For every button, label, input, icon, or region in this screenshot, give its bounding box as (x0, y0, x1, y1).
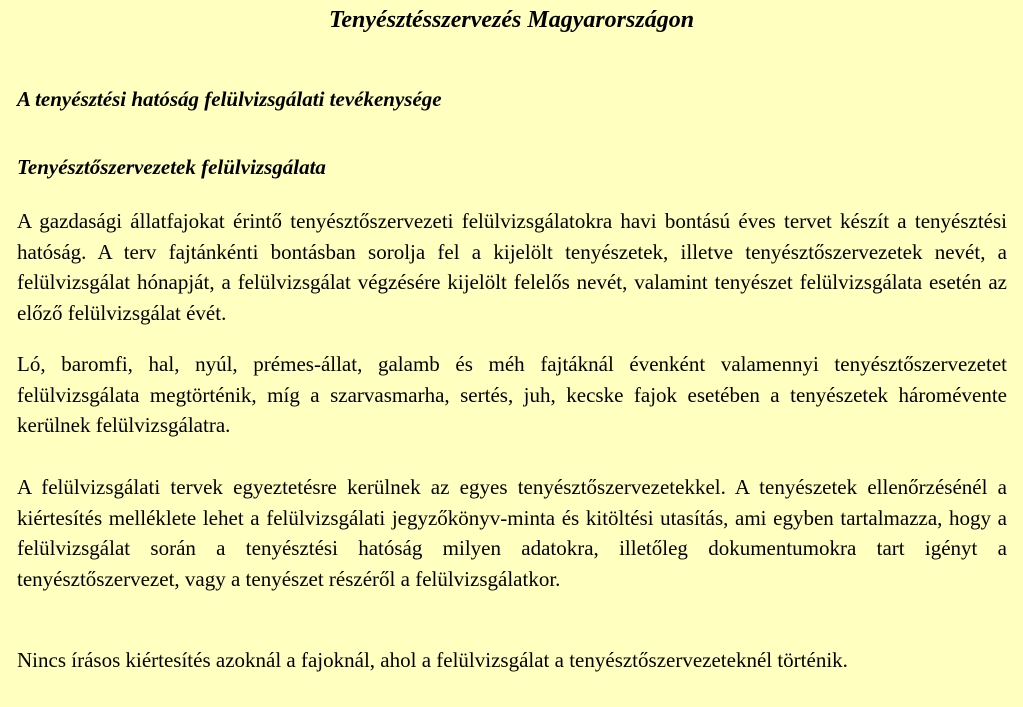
paragraph-annual-plan: A gazdasági állatfajokat érintő tenyésztőszervezeti felülvizsgálatokra havi bontású éves tervet készít a tenyésztési hatóság. A terv fajtánkénti bontásban sorolja fel a kijelölt tenyészetek, illetve tenyésztőszervezetek nevét, a felülvizsgálat hónapját, a felülvizsgálat végzésére kijelölt felelős nevét, valamint tenyészet felülvizsgálata esetén az előző felülvizsgálat évét. (17, 209, 1007, 325)
section-heading-organization-review: Tenyésztőszervezetek felülvizsgálata (17, 155, 326, 179)
page-title: Tenyésztésszervezés Magyarországon (328, 7, 695, 33)
paragraph-no-written-notice: Nincs írásos kiértesítés azoknál a fajoknál, ahol a felülvizsgálat a tenyésztőszervezeteknél történik. (17, 648, 848, 672)
paragraph-plan-coordination: A felülvizsgálati tervek egyeztetésre kerülnek az egyes tenyésztőszervezetekkel. A tenyészetek ellenőrzésénél a kiértesítés melléklete lehet a felülvizsgálati jegyzőkönyv-minta és kitöltési utasítás, ami egyben tartalmazza, hogy a felülvizsgálat során a tenyésztési hatóság milyen adatokra, illetőleg dokumentumokra tart igényt a tenyésztőszervezet, vagy a tenyészet részéről a felülvizsgálatkor. (17, 475, 1007, 591)
paragraph-review-frequency: Ló, baromfi, hal, nyúl, prémes-állat, galamb és méh fajtáknál évenként valamennyi tenyésztőszervezetet felülvizsgálata megtörténik, míg a szarvasmarha, sertés, juh, kecske fajok esetében a tenyészetek háromévente kerülnek felülvizsgálatra. (17, 352, 1007, 437)
section-heading-supervision-activity: A tenyésztési hatóság felülvizsgálati tevékenysége (17, 87, 442, 111)
